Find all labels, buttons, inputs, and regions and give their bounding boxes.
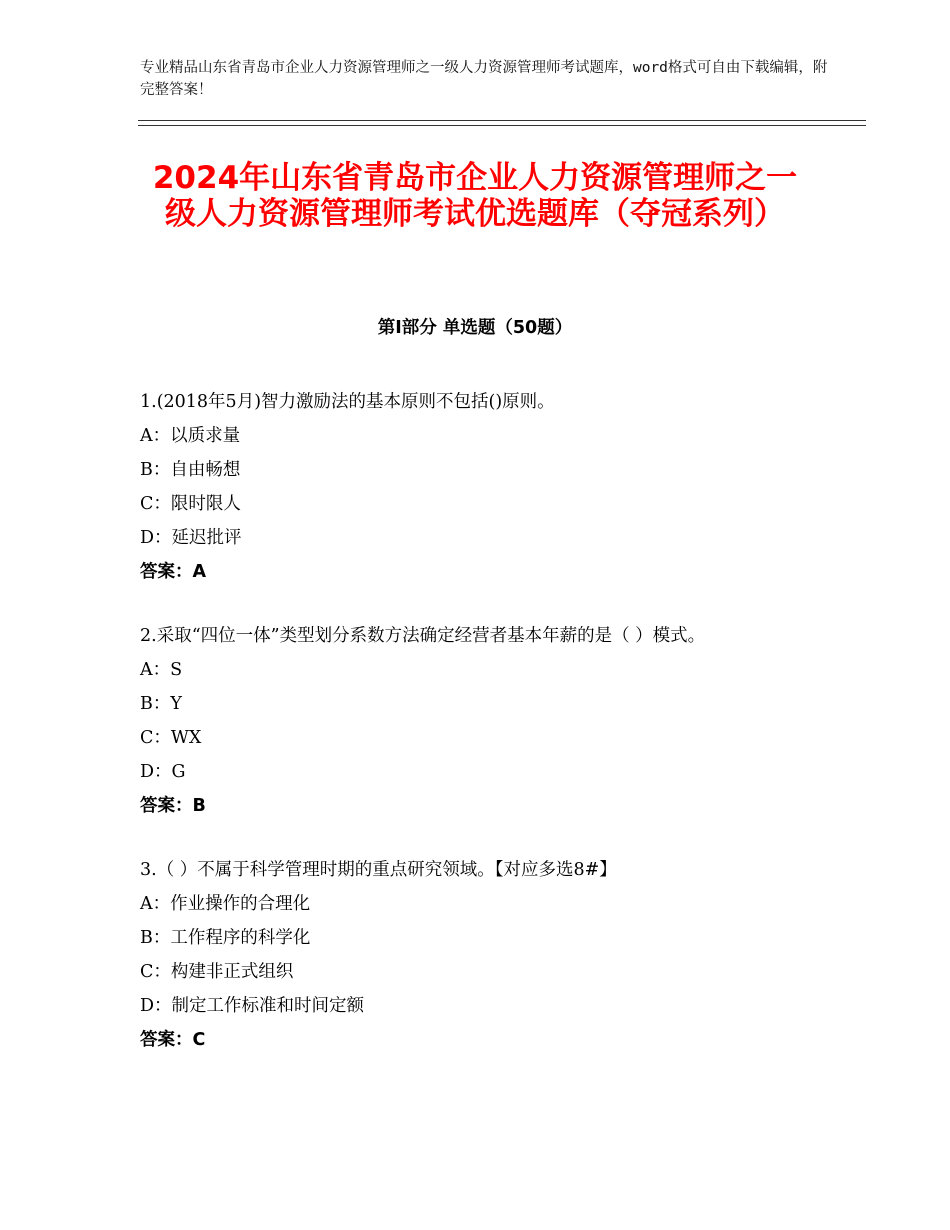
- option-d: D：G: [140, 762, 186, 782]
- question-stem: 2.采取“四位一体”类型划分系数方法确定经营者基本年薪的是（ ）模式。: [140, 626, 706, 646]
- question-list: [140, 385, 820, 1087]
- option-c: C：构建非正式组织: [140, 962, 294, 982]
- question-2: [140, 619, 820, 823]
- document-title: 2024年山东省青岛市企业人力资源管理师之一级人力资源管理师考试优选题库（夺冠系列）: [152, 160, 798, 232]
- answer: 答案：A: [140, 562, 207, 582]
- option-d: D：延迟批评: [140, 528, 242, 548]
- option-d: D：制定工作标准和时间定额: [140, 996, 365, 1016]
- option-b: B：自由畅想: [140, 460, 241, 480]
- header-divider: [138, 120, 866, 126]
- option-a: A：作业操作的合理化: [140, 894, 311, 914]
- answer: 答案：C: [140, 1030, 206, 1050]
- answer: 答案：B: [140, 796, 206, 816]
- option-a: A：S: [140, 660, 183, 680]
- section-title: 第Ⅰ部分 单选题（50题）: [377, 318, 573, 338]
- question-3: [140, 853, 820, 1057]
- option-b: B：工作程序的科学化: [140, 928, 311, 948]
- option-b: B：Y: [140, 694, 182, 714]
- question-stem: 3.（ ）不属于科学管理时期的重点研究领域。【对应多选8#】: [140, 860, 617, 880]
- option-c: C：限时限人: [140, 494, 241, 514]
- question-1: [140, 385, 820, 589]
- header-note: 专业精品山东省青岛市企业人力资源管理师之一级人力资源管理师考试题库，word格式可自由下载编辑，附完整答案！: [140, 60, 828, 98]
- option-a: A：以质求量: [140, 426, 241, 446]
- question-stem: 1.(2018年5月)智力激励法的基本原则不包括()原则。: [140, 392, 555, 412]
- option-c: C：WX: [140, 728, 202, 748]
